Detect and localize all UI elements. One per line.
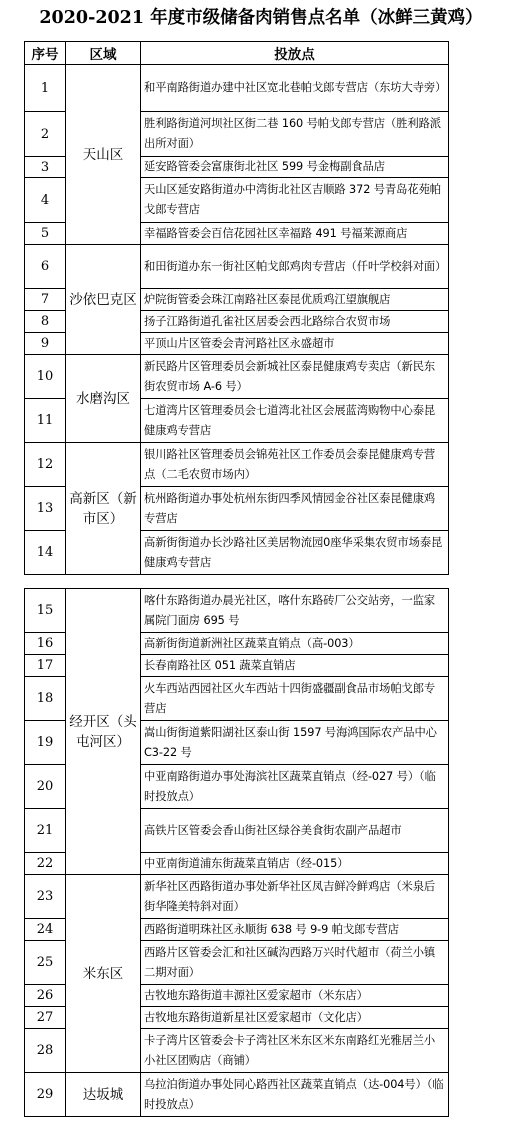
table-row <box>25 589 449 633</box>
row-number: 19 <box>25 721 66 765</box>
location-cell: 喀什东路街道办晨光社区，喀什东路砖厂公交站旁，一监家属院门面房 695 号 <box>141 589 449 633</box>
location-cell: 延安路管委会富康街北社区 599 号金梅副食品店 <box>141 157 449 178</box>
location-cell: 西路片区管委会汇和社区碱沟西路万兴时代超市（荷兰小镇二期对面） <box>141 941 449 985</box>
district-cell: 经开区（头屯河区） <box>66 589 141 875</box>
location-cell: 和平南路街道办建中社区宽北巷帕戈郎专营店（东坊大寺旁） <box>141 65 449 112</box>
location-cell: 卡子湾片区管委会卡子湾社区米东区米东南路红光雅居兰小小社区团购店（商铺） <box>141 1029 449 1073</box>
row-number: 22 <box>25 853 66 875</box>
location-cell: 炉院街管委会珠江南路社区泰昆优质鸡江望旗舰店 <box>141 289 449 311</box>
location-cell: 乌拉泊街道办事处同心路西社区蔬菜直销点（达-004号）（临时投放点） <box>141 1073 449 1117</box>
location-cell: 高新街街道新洲社区蔬菜直销点（高-003） <box>141 633 449 655</box>
location-cell: 高铁片区管委会香山街社区绿谷美食街农副产品超市 <box>141 809 449 853</box>
header-district: 区域 <box>66 42 141 65</box>
table-row <box>25 355 449 399</box>
row-number: 16 <box>25 633 66 655</box>
table-row <box>25 245 449 289</box>
row-number: 15 <box>25 589 66 633</box>
location-cell: 长春南路社区 051 蔬菜直销店 <box>141 655 449 677</box>
row-number: 8 <box>25 311 66 333</box>
location-cell: 胜利路街道河坝社区街二巷 160 号帕戈郎专营店（胜利路派出所对面） <box>141 112 449 157</box>
location-cell: 天山区延安路街道办中湾街北社区吉顺路 372 号青岛花苑帕戈郎专营店 <box>141 178 449 223</box>
location-cell: 扬子江路街道孔雀社区居委会西北路综合农贸市场 <box>141 311 449 333</box>
row-number: 28 <box>25 1029 66 1073</box>
outlet-table-part-2 <box>24 588 449 1117</box>
location-cell: 中亚南路街道办事处海滨社区蔬菜直销点（经-027 号）（临时投放点） <box>141 765 449 809</box>
row-number: 4 <box>25 178 66 223</box>
row-number: 14 <box>25 531 66 575</box>
table-row <box>25 443 449 487</box>
table-row <box>25 65 449 112</box>
row-number: 13 <box>25 487 66 531</box>
header-no: 序号 <box>25 42 66 65</box>
location-cell: 嵩山街街道紫阳湖社区泰山街 1597 号海鸿国际农产品中心 C3-22 号 <box>141 721 449 765</box>
location-cell: 杭州路街道办事处杭州东街四季风情园金谷社区泰昆健康鸡专营店 <box>141 487 449 531</box>
location-cell: 和田街道办东一街社区帕戈郎鸡肉专营店（仟叶学校斜对面） <box>141 245 449 289</box>
district-cell: 沙依巴克区 <box>66 245 141 355</box>
location-cell: 火车西站西园社区火车西站十四街盛疆副食品市场帕戈郎专营店 <box>141 677 449 721</box>
location-cell: 西路街道明珠社区永顺街 638 号 9-9 帕戈郎专营店 <box>141 919 449 941</box>
row-number: 2 <box>25 112 66 157</box>
row-number: 25 <box>25 941 66 985</box>
location-cell: 新华社区西路街道办事处新华社区凤吉鲜冷鲜鸡店（米泉后街华隆美特斜对面） <box>141 875 449 919</box>
row-number: 27 <box>25 1007 66 1029</box>
row-number: 29 <box>25 1073 66 1117</box>
district-cell: 水磨沟区 <box>66 355 141 443</box>
row-number: 24 <box>25 919 66 941</box>
row-number: 12 <box>25 443 66 487</box>
row-number: 1 <box>25 65 66 112</box>
district-cell: 高新区（新市区） <box>66 443 141 575</box>
table-row <box>25 875 449 919</box>
row-number: 26 <box>25 985 66 1007</box>
district-cell: 达坂城 <box>66 1073 141 1117</box>
row-number: 9 <box>25 333 66 355</box>
district-cell: 米东区 <box>66 875 141 1073</box>
row-number: 11 <box>25 399 66 443</box>
location-cell: 古牧地东路街道新星社区爱家超市（文化店） <box>141 1007 449 1029</box>
location-cell: 七道湾片区管理委员会七道湾北社区会展蓝湾购物中心泰昆健康鸡专营店 <box>141 399 449 443</box>
row-number: 10 <box>25 355 66 399</box>
row-number: 23 <box>25 875 66 919</box>
table-row <box>25 1073 449 1117</box>
location-cell: 银川路社区管理委员会锦苑社区工作委员会泰昆健康鸡专营点（二毛农贸市场内） <box>141 443 449 487</box>
location-cell: 新民路片区管理委员会新城社区泰昆健康鸡专卖店（新民东街农贸市场 A-6 号） <box>141 355 449 399</box>
row-number: 6 <box>25 245 66 289</box>
outlet-table-part-1 <box>24 41 449 575</box>
location-cell: 平顶山片区管委会青河路社区永盛超市 <box>141 333 449 355</box>
row-number: 5 <box>25 223 66 245</box>
row-number: 20 <box>25 765 66 809</box>
location-cell: 古牧地东路街道丰源社区爱家超市（米东店） <box>141 985 449 1007</box>
district-cell: 天山区 <box>66 65 141 245</box>
row-number: 18 <box>25 677 66 721</box>
header-location: 投放点 <box>141 42 449 65</box>
location-cell: 高新街街道办长沙路社区美居物流园0座华采集农贸市场泰昆健康鸡专营店 <box>141 531 449 575</box>
row-number: 3 <box>25 157 66 178</box>
row-number: 17 <box>25 655 66 677</box>
location-cell: 幸福路管委会百信花园社区幸福路 491 号福莱源商店 <box>141 223 449 245</box>
row-number: 7 <box>25 289 66 311</box>
page-title: 2020-2021 年度市级储备肉销售点名单（冰鲜三黄鸡） <box>39 8 483 28</box>
row-number: 21 <box>25 809 66 853</box>
location-cell: 中亚南街道浦东街蔬菜直销店（经-015） <box>141 853 449 875</box>
